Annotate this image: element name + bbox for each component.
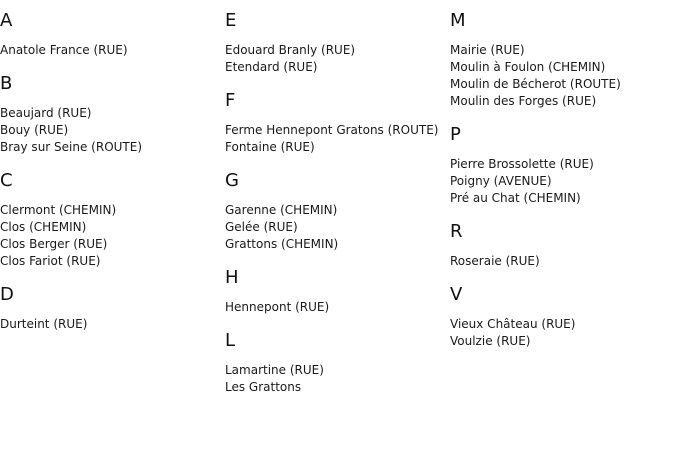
street-link[interactable]: Moulin à Foulon (CHEMIN)	[450, 60, 606, 74]
letter-heading: D	[0, 284, 14, 305]
index-column	[0, 10, 222, 347]
street-link[interactable]: Clermont (CHEMIN)	[0, 203, 117, 217]
letter-heading: F	[225, 90, 236, 111]
letter-heading: R	[450, 221, 463, 242]
letter-heading: E	[225, 10, 237, 31]
letter-section	[0, 73, 222, 156]
street-link[interactable]: Garenne (CHEMIN)	[225, 203, 338, 217]
street-link[interactable]: Clos (CHEMIN)	[0, 220, 87, 234]
letter-heading: P	[450, 124, 461, 145]
letter-section	[0, 10, 222, 59]
street-link[interactable]: Anatole France (RUE)	[0, 43, 128, 57]
letter-section	[0, 284, 222, 333]
street-link[interactable]: Roseraie (RUE)	[450, 254, 540, 268]
street-link[interactable]: Poigny (AVENUE)	[450, 174, 552, 188]
street-link[interactable]: Clos Fariot (RUE)	[0, 254, 101, 268]
letter-section	[450, 284, 672, 350]
street-link[interactable]: Bray sur Seine (ROUTE)	[0, 140, 143, 154]
index-column	[225, 10, 447, 410]
street-link[interactable]: Grattons (CHEMIN)	[225, 237, 339, 251]
street-link[interactable]: Edouard Branly (RUE)	[225, 43, 356, 57]
street-link[interactable]: Moulin de Bécherot (ROUTE)	[450, 77, 621, 91]
street-link[interactable]: Clos Berger (RUE)	[0, 237, 108, 251]
street-link[interactable]: Hennepont (RUE)	[225, 300, 330, 314]
street-link[interactable]: Gelée (RUE)	[225, 220, 298, 234]
street-link[interactable]: Beaujard (RUE)	[0, 106, 92, 120]
street-link[interactable]: Lamartine (RUE)	[225, 363, 324, 377]
street-link[interactable]: Pré au Chat (CHEMIN)	[450, 191, 581, 205]
street-link[interactable]: Mairie (RUE)	[450, 43, 525, 57]
letter-section	[225, 10, 447, 76]
street-link[interactable]: Voulzie (RUE)	[450, 334, 531, 348]
letter-heading: A	[0, 10, 13, 31]
letter-heading: M	[450, 10, 466, 31]
letter-section	[225, 330, 447, 396]
street-link[interactable]: Fontaine (RUE)	[225, 140, 315, 154]
street-link[interactable]: Etendard (RUE)	[225, 60, 318, 74]
letter-section	[225, 90, 447, 156]
letter-heading: C	[0, 170, 13, 191]
letter-section	[0, 170, 222, 270]
street-link[interactable]: Moulin des Forges (RUE)	[450, 94, 597, 108]
letter-heading: G	[225, 170, 239, 191]
street-link[interactable]: Durteint (RUE)	[0, 317, 88, 331]
letter-heading: H	[225, 267, 239, 288]
letter-section	[450, 221, 672, 270]
street-link[interactable]: Les Grattons	[225, 380, 302, 394]
letter-heading: B	[0, 73, 13, 94]
letter-heading: L	[225, 330, 236, 351]
street-link[interactable]: Bouy (RUE)	[0, 123, 69, 137]
letter-heading: V	[450, 284, 463, 305]
letter-section	[225, 170, 447, 253]
street-link[interactable]: Pierre Brossolette (RUE)	[450, 157, 594, 171]
index-column	[450, 10, 672, 364]
street-link[interactable]: Ferme Hennepont Gratons (ROUTE)	[225, 123, 439, 137]
letter-section	[450, 124, 672, 207]
letter-section	[225, 267, 447, 316]
letter-section	[450, 10, 672, 110]
street-link[interactable]: Vieux Château (RUE)	[450, 317, 576, 331]
